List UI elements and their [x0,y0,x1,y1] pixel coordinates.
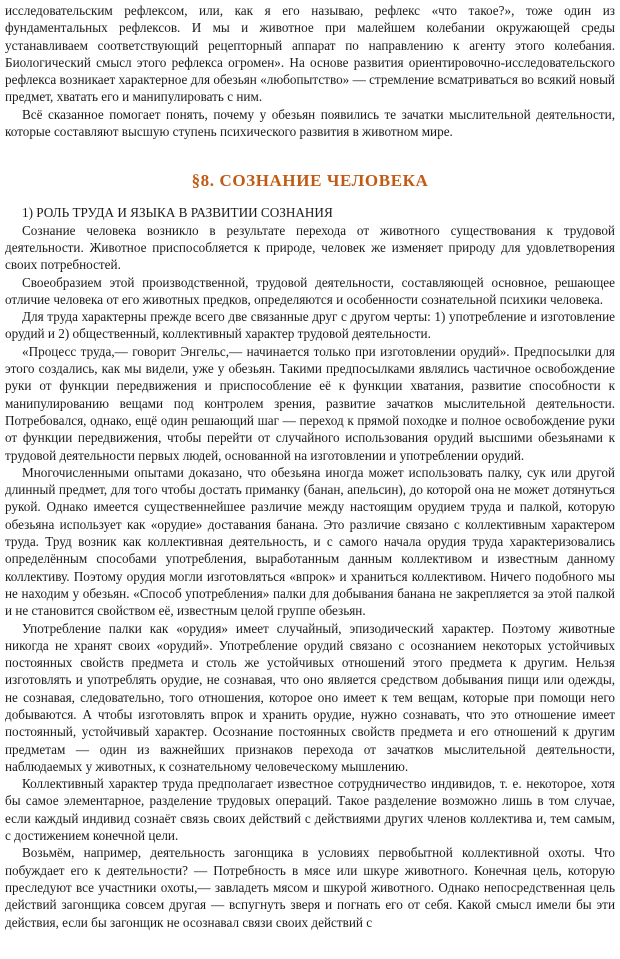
subsection-title: 1) РОЛЬ ТРУДА И ЯЗЫКА В РАЗВИТИИ СОЗНАНИЯ [22,205,333,221]
body-paragraph: Для труда характерны прежде всего две связанные друг с другом черты: 1) употребление и изготовление орудий и 2) общественный, коллективный характер трудовой деятельности. [5,309,615,342]
body-paragraph: Своеобразием этой производственной, трудовой деятельности, составляющей основное, решающее отличие человека от его животных предков, определяются и особенности сознательной психики человека. [5,274,615,307]
document-page [5,2,615,931]
body-paragraph: «Процесс труда,— говорит Энгельс,— начинается только при изготовлении орудий». Предпосылки для этого создались, как мы видели, уже у обезьян. Такими предпосылками являлись частичное освобождение руки от функции передвижения и приспособление её к функции хватания, развитие способности к манипулированию вещами под контролем зрения, развитие зачатков мыслительной деятельности. Потребовался, однако, ещё один решающий шаг — переход к прямой походке и полное освобождение руки от функции передвижения, чтобы перейти от случайного использования орудий высшими обезьянами к трудовой деятельности первых людей, основанной на изготовлении и употреблении орудий. [5,343,615,463]
body-paragraph: Многочисленными опытами доказано, что обезьяна иногда может использовать палку, сук или другой длинный предмет, для того чтобы достать приманку (банан, апельсин), до которой она не может дотянуться рукой. Однако имеется существеннейшее различие между настоящим орудием труда и палкой, которую обезьяна использует как «орудие» доставания банана. Это различие связано с коллективным характером труда. Труд возник как коллективная деятельность, и с самого начала орудия труда характеризовались определённым способами употребления, выработанным данным коллективом и известным данному коллективу. Поэтому орудия могли изготовляться «впрок» и храниться коллективом. Ничего подобного мы не находим у обезьян. «Способ употребления» палки для добывания банана не закрепляется за этой палкой и не становится свойством её, известным целой группе обезьян. [5,464,615,619]
body-paragraph: Коллективный характер труда предполагает известное сотрудничество индивидов, т. е. некоторое, хотя бы самое элементарное, разделение трудовых операций. Такое разделение возможно лишь в том случае, если каждый индивид сознаёт связь своих действий с действиями других членов коллектива и, тем самым, с достижением конечной цели. [5,776,615,844]
body-paragraph: Употребление палки как «орудия» имеет случайный, эпизодический характер. Поэтому животные никогда не хранят своих «орудий». Употребление орудий связано с осознанием некоторых устойчивых постоянных свойств предмета и столь же устойчивых отношений этого предмета к другим. Нельзя изготовлять и употреблять орудие, не сознавая, что оно является средством добывания пищи или одежды, не сознавая, следовательно, того отношения, которое оно имеет к тем вещам, которые при помощи него добываются. А чтобы изготовлять впрок и хранить орудие, нужно сознавать, что это отношение имеет постоянный, устойчивый характер. Осознание постоянных свойств предмета и его отношений к другим предметам — один из важнейших признаков перехода от зачатков мыслительной деятельности, наблюдаемых у животных, к сознательному человеческому мышлению. [5,620,615,774]
body-paragraph: Сознание человека возникло в результате перехода от животного существования к трудовой деятельности. Животное приспособляется к природе, человек же изменяет природу для удовлетворения своих потребностей. [5,222,615,273]
intro-paragraph: Всё сказанное помогает понять, почему у обезьян появились те зачатки мыслительной деятельности, которые составляют высшую ступень психического развития в животном мире. [5,106,615,140]
body-paragraph: Возьмём, например, деятельность загонщика в условиях первобытной коллективной охоты. Что побуждает его к деятельности? — Потребность в мясе или шкуре животного. Конечная цель, которую преследуют все участники охоты,— завладеть мясом и шкурой животного. Однако непосредственная цель действий загонщика совсем другая — вспугнуть зверя и погнать его от себя. Какой смысл имели бы эти действия, если бы загонщик не осознавал связи своих действий с [5,845,615,930]
intro-paragraph: исследовательским рефлексом, или, как я его называю, рефлекс «что такое?», тоже один из фундаментальных рефлексов. И мы и животное при малейшем колебании окружающей среды устанавливаем соответствующий рецепторный аппарат по направлению к агенту этого колебания. Биологический смысл этого рефлекса огромен». На основе развития ориентировочно-исследовательского рефлекса возникает характерное для обезьян «любопытство» — стремление всматриваться во всякий новый предмет, хватать его и манипулировать с ним. [5,3,615,105]
section-title: §8. СОЗНАНИЕ ЧЕЛОВЕКА [191,171,429,191]
